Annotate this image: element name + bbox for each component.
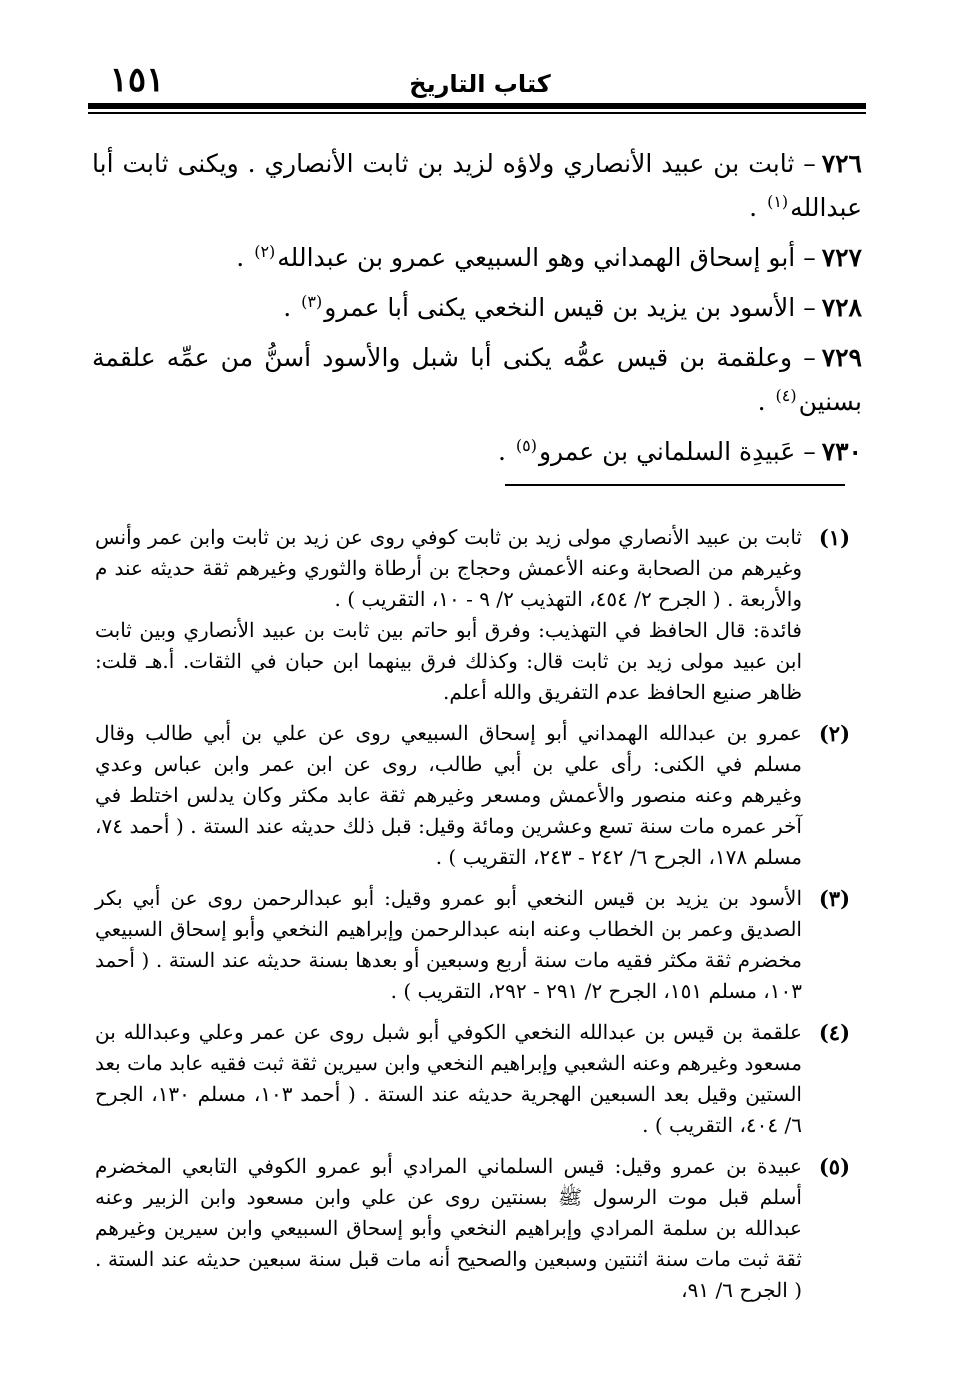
entry-726 — [92, 142, 862, 230]
entry-number: ٧٣٠ — [821, 437, 862, 466]
footnote-mark: (٥) — [818, 1154, 850, 1179]
footnote-text: الأسود بن يزيد بن قيس النخعي أبو عمرو وقيل: أبو عبدالرحمن روى عن أبي بكر الصديق وعمر بن الخطاب وعنه ابنه عبدالرحمن وإبراهيم النخعي وأبو إسحاق السبيعي مخضرم ثقة مكثر فقيه مات سنة أربع وسبعين أو بعدها بسنة حديثه عند الستة . ( أحمد ١٠٣، مسلم ١٥١، الجرح ٢/ ٢٩١ - ٢٩٢، التقريب ) . — [95, 886, 802, 1003]
footnote-mark: (٣) — [818, 886, 850, 911]
footnote-note: فائدة: قال الحافظ في التهذيب: وفرق أبو حاتم بين ثابت بن عبيد الأنصاري وبين ثابت ابن عبيد مولى زيد بن ثابت قال: وكذلك فرق بينهما ابن حبان في الثقات. أ.هـ قلت: ظاهر صنيع الحافظ عدم التفريق والله أعلم. — [95, 618, 802, 704]
footnote-body — [95, 1151, 802, 1306]
footnote-ref[interactable]: (٣) — [301, 291, 323, 311]
footnote-body — [95, 522, 802, 708]
entry-text: – عَبيدِة السلماني بن عمرو — [538, 437, 816, 466]
footnote-text: عبيدة بن عمرو وقيل: قيس السلماني المرادي أبو عمرو الكوفي التابعي المخضرم أسلم قبل موت الرسول ﷺ بسنتين روى عن علي وابن مسعود وابن الزبير وعنه عبدالله بن سلمة المرادي وإبراهيم النخعي وأبو إسحاق السبيعي وابن سيرين وغيرهم ثقة ثبت مات سنة اثنتين وسبعين والصحيح أنه مات قبل سنة سبعين حديثه عند الستة . ( الجرح ٦/ ٩١، — [95, 1154, 802, 1302]
entry-729 — [92, 336, 862, 424]
footnote-3 — [95, 883, 850, 1007]
footnote-mark: (٤) — [818, 1020, 850, 1045]
entry-end: . — [236, 243, 253, 272]
footnote-ref[interactable]: (٥) — [515, 435, 537, 455]
footnote-text: عمرو بن عبدالله الهمداني أبو إسحاق السبيعي روى عن علي بن أبي طالب وقال مسلم في الكنى: رأى علي بن أبي طالب، روى عن ابن عمر وابن عباس وعدي وغيرهم وعنه منصور والأعمش ومسعر وغيرهم ثقة عابد مكثر وكان يدلس اختلط في آخر عمره مات سنة تسع وعشرين ومائة وقيل: قبل ذلك حديثه عند الستة . ( أحمد ٧٤، مسلم ١٧٨، الجرح ٦/ ٢٤٢ - ٢٤٣، التقريب ) . — [95, 721, 802, 869]
footnote-ref[interactable]: (٤) — [775, 385, 797, 405]
entry-number: ٧٢٦ — [821, 149, 862, 178]
entry-text: – ثابت بن عبيد الأنصاري ولاؤه لزيد بن ثابت الأنصاري . ويكنى ثابت أبا عبدالله — [92, 149, 862, 222]
entry-text: – الأسود بن يزيد بن قيس النخعي يكنى أبا عمرو — [324, 293, 816, 322]
running-title: كتاب التاريخ — [409, 70, 551, 98]
entry-728 — [92, 286, 862, 330]
footnote-4 — [95, 1017, 850, 1141]
entries-list — [92, 142, 862, 480]
entry-727 — [92, 236, 862, 280]
footnotes-section — [95, 522, 850, 1316]
header-rule-thin — [88, 112, 866, 114]
entry-730 — [92, 430, 862, 474]
footnote-divider — [505, 484, 845, 486]
footnote-body — [95, 883, 802, 1007]
footnote-mark: (٢) — [818, 721, 850, 746]
footnote-text: علقمة بن قيس بن عبدالله النخعي الكوفي أبو شبل روى عن عمر وعلي وعبدالله بن مسعود وغيرهم وعنه الشعبي وإبراهيم النخعي وابن سيرين ثقة ثبت فقيه عابد مات بعد الستين وقيل بعد السبعين الهجرية حديثه عند الستة . ( أحمد ١٠٣، مسلم ١٣٠، الجرح ٦/ ٤٠٤، التقريب ) . — [95, 1020, 802, 1137]
entry-end: . — [749, 193, 766, 222]
entry-end: . — [283, 293, 300, 322]
footnote-body — [95, 718, 802, 873]
page-number: ١٥١ — [109, 60, 165, 100]
entry-number: ٧٢٩ — [821, 343, 862, 372]
entry-text: – وعلقمة بن قيس عمُّه يكنى أبا شبل والأسود أسنُّ من عمِّه علقمة بسنين — [92, 343, 862, 416]
footnote-ref[interactable]: (٢) — [254, 241, 276, 261]
footnote-body — [95, 1017, 802, 1141]
header-rule — [88, 103, 866, 109]
entry-number: ٧٢٨ — [821, 293, 862, 322]
footnote-5 — [95, 1151, 850, 1306]
footnote-1 — [95, 522, 850, 708]
entry-end: . — [497, 437, 514, 466]
footnote-2 — [95, 718, 850, 873]
footnote-mark: (١) — [818, 525, 850, 550]
footnote-text: ثابت بن عبيد الأنصاري مولى زيد بن ثابت كوفي روى عن زيد بن ثابت وابن عمر وأنس وغيرهم من الصحابة وعنه الأعمش وحجاج بن أرطاة والثوري وغيرهم ثقة حديثه عند م والأربعة . ( الجرح ٢/ ٤٥٤، التهذيب ٢/ ٩ - ١٠، التقريب ) . — [95, 525, 802, 611]
entry-number: ٧٢٧ — [821, 243, 862, 272]
footnote-ref[interactable]: (١) — [767, 191, 789, 211]
entry-end: . — [757, 387, 774, 416]
entry-text: – أبو إسحاق الهمداني وهو السبيعي عمرو بن عبدالله — [277, 243, 816, 272]
